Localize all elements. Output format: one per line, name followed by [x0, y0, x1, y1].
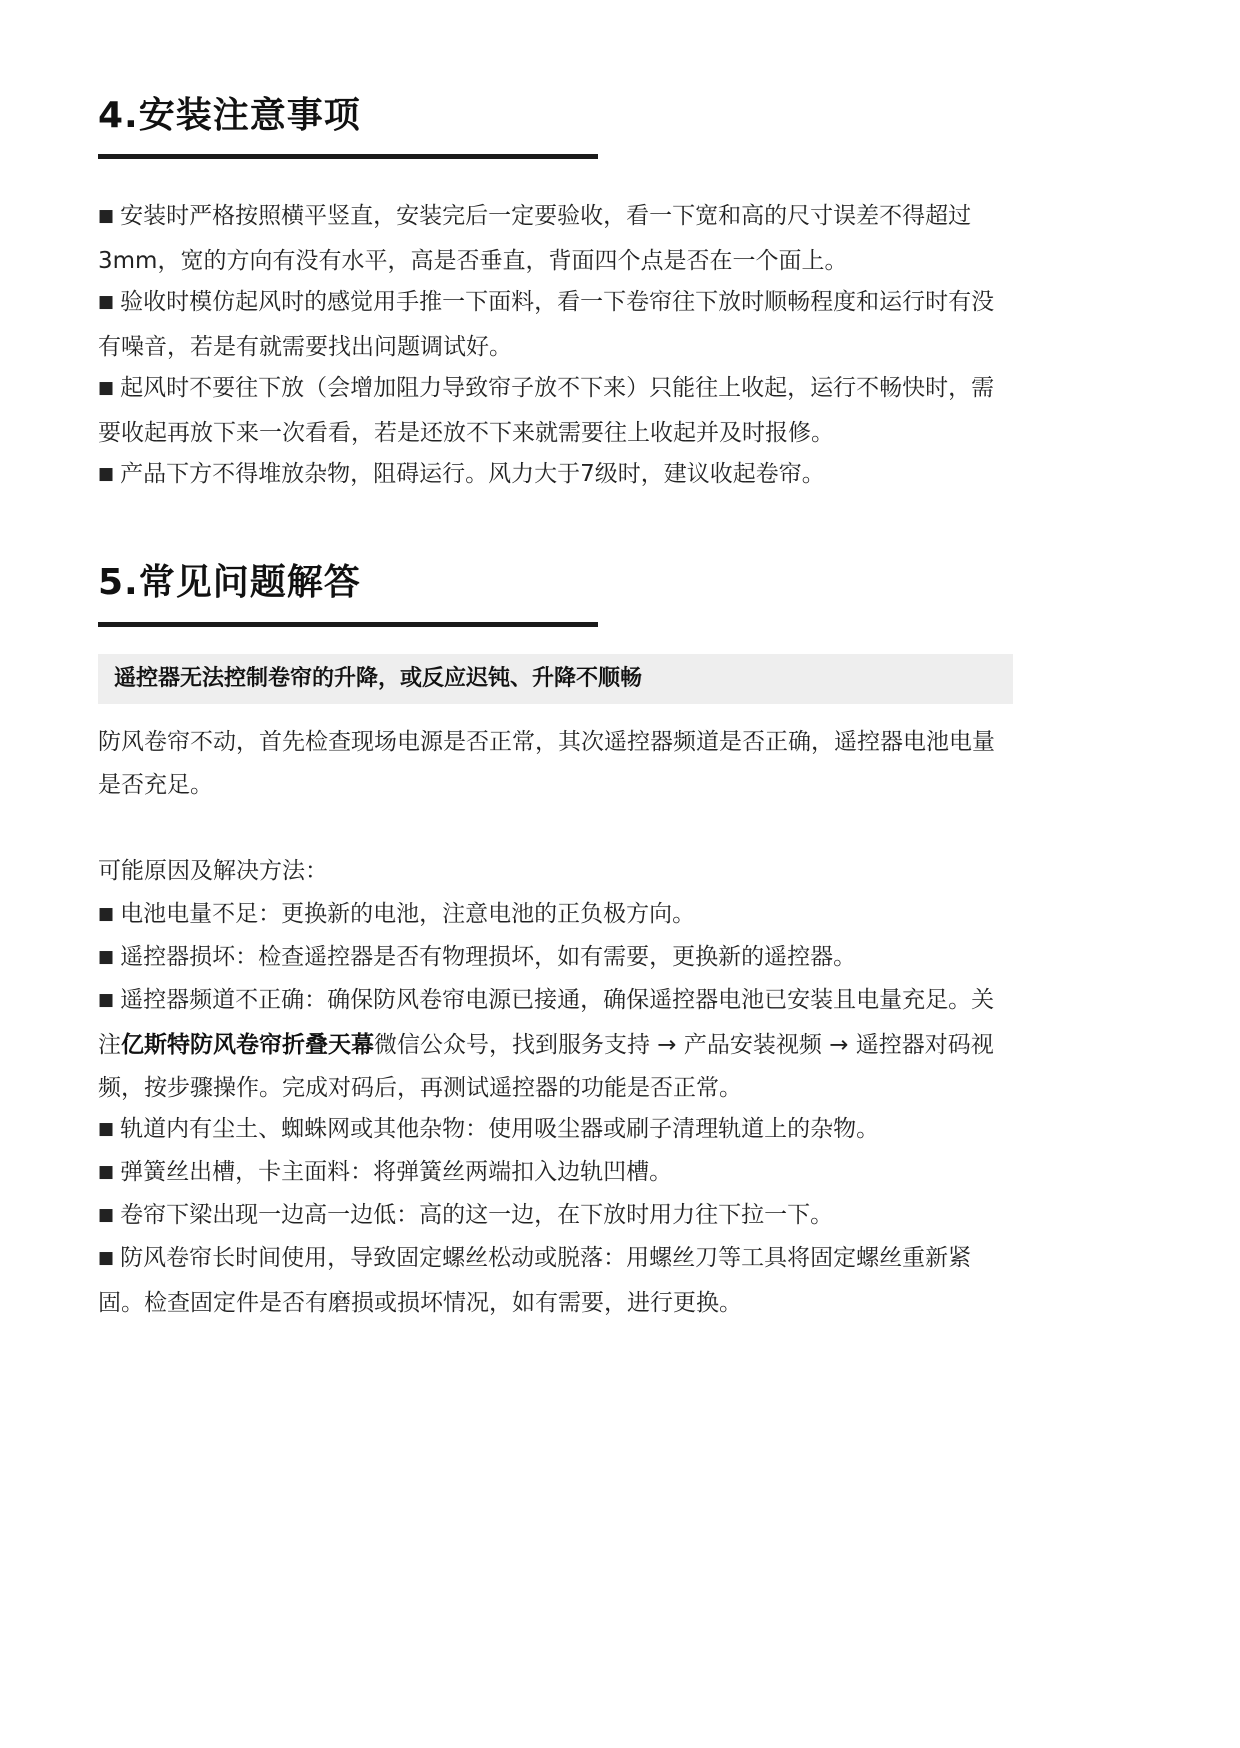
- list-item-text: 卷帘下梁出现一边高一边低：高的这一边，在下放时用力往下拉一下。: [120, 1202, 834, 1228]
- bullet-icon: ■: [98, 990, 115, 1010]
- list-item-text: 遥控器频道不正确：确保防风卷帘电源已接通，确保遥控器电池已安装且电量充足。关注: [98, 987, 995, 1058]
- section-5-title: 5.常见问题解答: [98, 562, 361, 603]
- list-item: [98, 936, 1008, 981]
- list-item: [98, 893, 1008, 938]
- list-item-text: 防风卷帘长时间使用，导致固定螺丝松动或脱落：用螺丝刀等工具将固定螺丝重新紧固。检查固定件是否有磨损或损坏情况，如有需要，进行更换。: [98, 1245, 972, 1316]
- list-item: [98, 1237, 1008, 1325]
- list-item: [98, 1194, 1008, 1239]
- list-item: [98, 453, 1008, 498]
- list-item: [98, 195, 1008, 283]
- bullet-icon: ■: [98, 1205, 115, 1225]
- list-item-text: 轨道内有尘土、蜘蛛网或其他杂物：使用吸尘器或刷子清理轨道上的杂物。: [120, 1116, 880, 1142]
- bullet-icon: ■: [98, 206, 115, 226]
- list-item: [98, 979, 1008, 1110]
- bullet-icon: ■: [98, 378, 115, 398]
- list-item-text: 起风时不要往下放（会增加阻力导致帘子放不下来）只能往上收起，运行不畅快时，需要收起再放下来一次看看，若是还放不下来就需要往上收起并及时报修。: [98, 375, 995, 446]
- bullet-icon: ■: [98, 1119, 115, 1139]
- list-item: [98, 281, 1008, 369]
- list-item: [98, 367, 1008, 455]
- list-item: [98, 1108, 1008, 1153]
- list-item-text: 验收时模仿起风时的感觉用手推一下面料，看一下卷帘往下放时顺畅程度和运行时有没有噪音，若是有就需要找出问题调试好。: [98, 289, 995, 360]
- bullet-icon: ■: [98, 904, 115, 924]
- section-4-title: 4.安装注意事项: [98, 95, 361, 136]
- wechat-account-name: 亿斯特防风卷帘折叠天幕: [121, 1032, 374, 1058]
- bullet-icon: ■: [98, 1248, 115, 1268]
- bullet-icon: ■: [98, 947, 115, 967]
- list-item: [98, 1151, 1008, 1196]
- causes-heading: 可能原因及解决方法：: [98, 858, 328, 884]
- list-item-text: 弹簧丝出槽，卡主面料：将弹簧丝两端扣入边轨凹槽。: [120, 1159, 673, 1185]
- list-item-text: 产品下方不得堆放杂物，阻碍运行。风力大于7级时，建议收起卷帘。: [120, 461, 825, 487]
- section-5-underline: [98, 622, 598, 627]
- section-4-underline: [98, 154, 598, 159]
- bullet-icon: ■: [98, 464, 115, 484]
- list-item-text: 安装时严格按照横平竖直，安装完后一定要验收，看一下宽和高的尺寸误差不得超过3mm，宽的方向有没有水平，高是否垂直，背面四个点是否在一个面上。: [98, 203, 972, 274]
- question-text: 遥控器无法控制卷帘的升降，或反应迟钝、升降不顺畅: [114, 666, 643, 691]
- list-item-text: 遥控器损坏：检查遥控器是否有物理损坏，如有需要，更换新的遥控器。: [120, 944, 857, 970]
- answer-text: 防风卷帘不动，首先检查现场电源是否正常，其次遥控器频道是否正确，遥控器电池电量是否充足。: [98, 729, 995, 798]
- list-item-text: 微信公众号，找到服务支持 → 产品安装视频 → 遥控器对码视频，按步骤操作。完成对码后，再测试遥控器的功能是否正常。: [98, 1032, 994, 1101]
- bullet-icon: ■: [98, 292, 115, 312]
- list-item-text: 电池电量不足：更换新的电池，注意电池的正负极方向。: [120, 901, 696, 927]
- bullet-icon: ■: [98, 1162, 115, 1182]
- question-banner: [98, 654, 1013, 704]
